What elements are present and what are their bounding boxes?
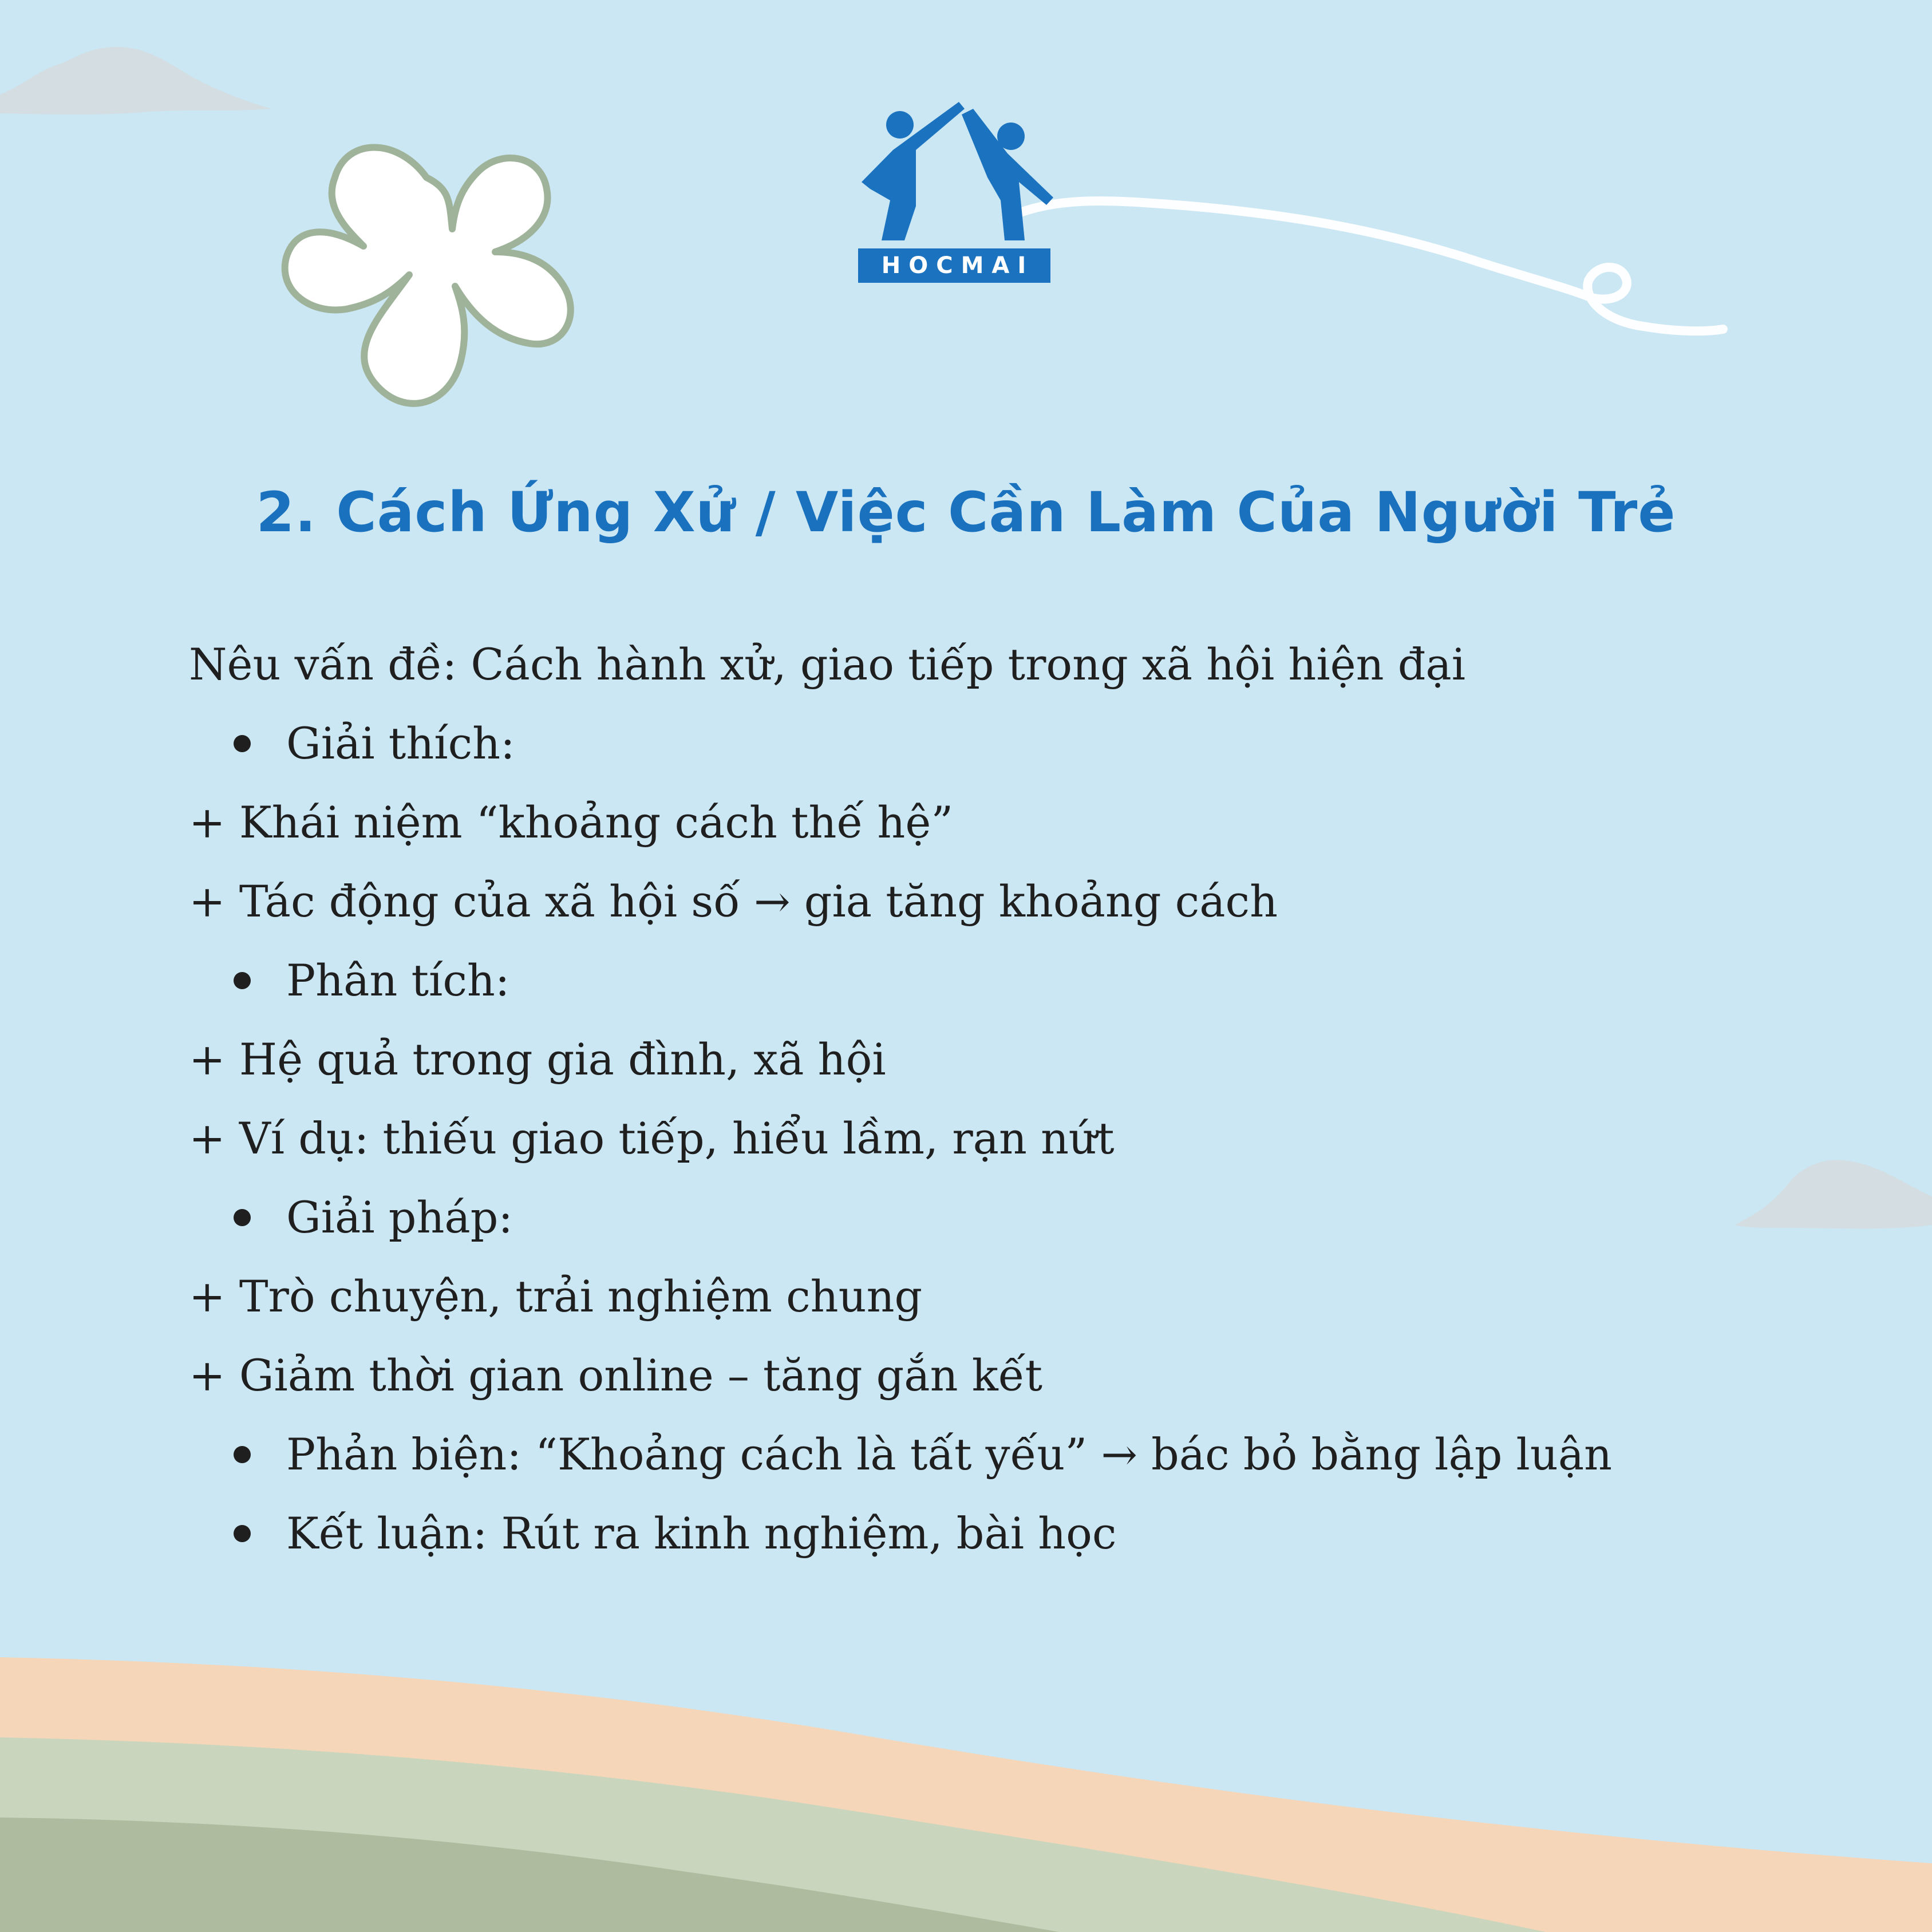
bullet-dot-icon — [234, 1525, 251, 1542]
line-text: + Khái niệm “khoảng cách thế hệ” — [189, 797, 954, 848]
sub-point — [189, 1020, 1849, 1099]
bullet-item — [189, 1178, 1849, 1257]
sub-point — [189, 783, 1849, 862]
line-text: Phản biện: “Khoảng cách là tất yếu” → bác bỏ bằng lập luận — [286, 1429, 1613, 1480]
bullet-item — [189, 1494, 1849, 1573]
bullet-dot-icon — [234, 972, 251, 989]
sub-point — [189, 1099, 1849, 1178]
sub-point — [189, 1257, 1849, 1336]
sub-point — [189, 862, 1849, 941]
swirl-line — [1008, 201, 1723, 331]
cloud-top-left — [0, 47, 272, 114]
bullet-item — [189, 941, 1849, 1020]
line-text: Giải pháp: — [286, 1192, 513, 1243]
bullet-item — [189, 704, 1849, 783]
line-text: + Tác động của xã hội số → gia tăng khoảng cách — [189, 876, 1278, 927]
line-text: + Ví dụ: thiếu giao tiếp, hiểu lầm, rạn nứt — [189, 1113, 1115, 1164]
line-text: Giải thích: — [286, 718, 515, 769]
outline-content — [189, 625, 1849, 1573]
bullet-dot-icon — [234, 735, 251, 752]
flower-icon — [285, 148, 571, 404]
bullet-dot-icon — [234, 1209, 251, 1226]
intro-line — [189, 625, 1849, 704]
line-text: + Trò chuyện, trải nghiệm chung — [189, 1271, 923, 1322]
line-text: Phân tích: — [286, 955, 510, 1006]
hocmai-logo — [856, 97, 1056, 292]
bullet-item — [189, 1415, 1849, 1494]
line-text: + Giảm thời gian online – tăng gắn kết — [189, 1350, 1043, 1401]
bullet-dot-icon — [234, 1446, 251, 1463]
line-text: Nêu vấn đề: Cách hành xử, giao tiếp trong xã hội hiện đại — [189, 639, 1466, 690]
logo-label: HOCMAI — [858, 248, 1050, 283]
line-text: Kết luận: Rút ra kinh nghiệm, bài học — [286, 1508, 1117, 1559]
sub-point — [189, 1336, 1849, 1415]
page-title: 2. Cách Ứng Xử / Việc Cần Làm Của Người Trẻ — [256, 480, 1676, 544]
line-text: + Hệ quả trong gia đình, xã hội — [189, 1034, 886, 1085]
